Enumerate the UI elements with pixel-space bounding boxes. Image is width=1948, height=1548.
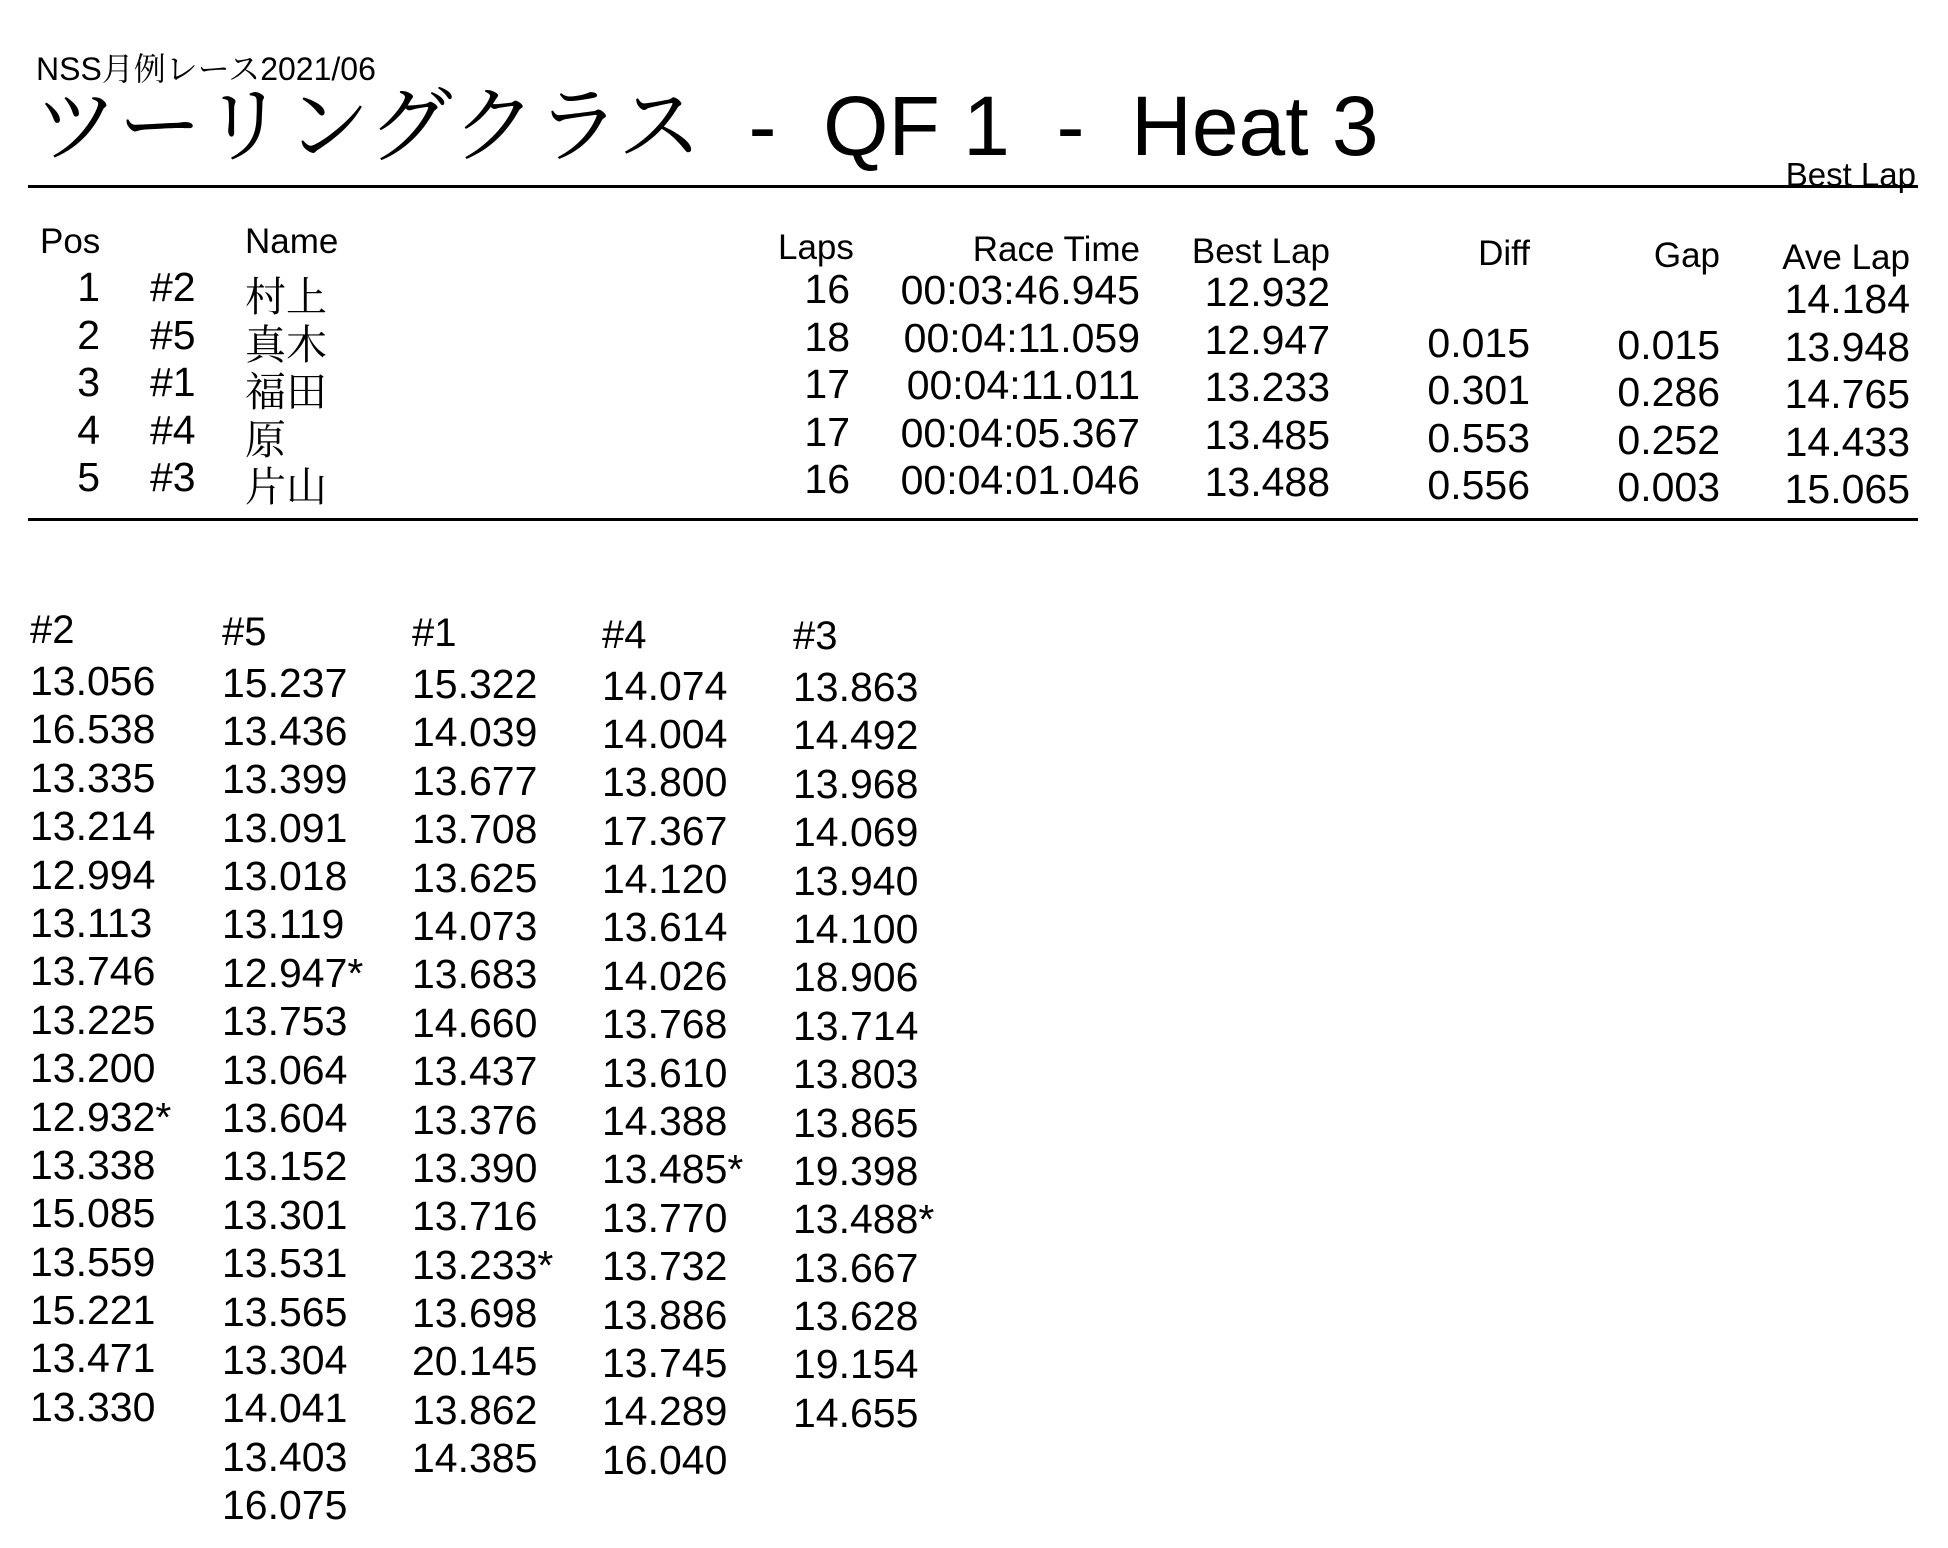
car-number: #1 bbox=[150, 359, 196, 405]
pos: 5 bbox=[77, 454, 100, 500]
race-time: 00:03:46.945 bbox=[900, 267, 1140, 313]
lap-time: 13.531 bbox=[222, 1240, 348, 1287]
lap-time: 14.039 bbox=[412, 709, 538, 756]
diff: 0.553 bbox=[1427, 414, 1530, 461]
best-lap: 13.488 bbox=[1204, 459, 1330, 505]
lap-time: 13.376 bbox=[412, 1096, 538, 1143]
car-number: #3 bbox=[150, 454, 196, 500]
lap-time: 13.800 bbox=[602, 759, 728, 806]
lap-time: 16.538 bbox=[30, 706, 156, 753]
lap-time: 19.398 bbox=[793, 1147, 919, 1194]
race-title: ツーリングクラス - QF 1 - Heat 3 bbox=[34, 79, 1379, 173]
lap-time: 13.437 bbox=[412, 1048, 538, 1095]
lap-time: 13.056 bbox=[30, 658, 156, 704]
lap-time: 14.492 bbox=[793, 712, 919, 759]
laps: 17 bbox=[804, 361, 850, 407]
lap-time: 14.041 bbox=[222, 1385, 348, 1432]
diff: 0.015 bbox=[1427, 319, 1530, 366]
lap-time: 13.714 bbox=[793, 1002, 919, 1049]
lap-time: 13.862 bbox=[412, 1386, 538, 1433]
lap-time: 12.947* bbox=[222, 949, 364, 996]
laps: 17 bbox=[804, 408, 850, 455]
lap-column-car-number: #1 bbox=[412, 611, 457, 655]
car-number: #2 bbox=[150, 264, 196, 310]
lap-time: 13.064 bbox=[222, 1046, 348, 1093]
lap-time: 13.233* bbox=[412, 1241, 554, 1288]
gap: 0.015 bbox=[1617, 321, 1720, 368]
lap-time: 13.018 bbox=[222, 853, 348, 900]
lap-time: 13.770 bbox=[602, 1194, 728, 1241]
diff: 0.556 bbox=[1427, 462, 1530, 508]
lap-time: 14.100 bbox=[793, 905, 919, 952]
best-lap-corner-label: Best Lap bbox=[1785, 156, 1916, 193]
header-divider bbox=[28, 185, 1918, 188]
lap-column-car-number: #3 bbox=[793, 614, 838, 658]
lap-column-car-number: #5 bbox=[222, 609, 267, 654]
lap-time: 14.289 bbox=[602, 1388, 728, 1435]
lap-time: 13.091 bbox=[222, 804, 348, 851]
lap-time: 13.604 bbox=[222, 1095, 348, 1142]
driver-name: 原 bbox=[245, 416, 286, 463]
lap-time: 13.559 bbox=[30, 1238, 156, 1285]
col-header-gap: Gap bbox=[1653, 236, 1720, 275]
lap-time: 15.322 bbox=[412, 661, 538, 707]
laps: 16 bbox=[804, 266, 850, 312]
lap-time: 16.075 bbox=[222, 1482, 348, 1529]
driver-name: 真木 bbox=[245, 321, 327, 368]
best-lap: 12.947 bbox=[1204, 316, 1330, 363]
lap-time: 14.660 bbox=[412, 999, 538, 1046]
results-divider bbox=[28, 518, 1918, 521]
lap-time: 13.200 bbox=[30, 1045, 156, 1092]
col-header-name: Name bbox=[245, 222, 339, 261]
lap-time: 13.865 bbox=[793, 1099, 919, 1146]
ave-lap: 15.065 bbox=[1784, 466, 1910, 512]
lap-column bbox=[793, 614, 934, 1437]
driver-name: 村上 bbox=[245, 274, 327, 320]
ave-lap: 13.948 bbox=[1784, 323, 1910, 370]
lap-time: 13.436 bbox=[222, 707, 348, 754]
event-subtitle: NSS月例レース2021/06 bbox=[36, 51, 376, 87]
lap-time: 20.145 bbox=[412, 1338, 538, 1385]
ave-lap: 14.184 bbox=[1784, 276, 1910, 322]
lap-time: 14.655 bbox=[793, 1389, 919, 1436]
car-number: #5 bbox=[150, 311, 196, 358]
col-header-diff: Diff bbox=[1478, 234, 1530, 273]
col-header-best-lap: Best Lap bbox=[1191, 232, 1330, 271]
lap-time: 14.004 bbox=[602, 710, 728, 757]
ave-lap: 14.765 bbox=[1784, 371, 1910, 417]
lap-time: 12.932* bbox=[30, 1093, 172, 1140]
race-time: 00:04:05.367 bbox=[900, 409, 1140, 456]
race-time: 00:04:11.011 bbox=[906, 362, 1140, 408]
lap-time: 15.221 bbox=[30, 1287, 156, 1334]
lap-column-car-number: #4 bbox=[602, 612, 647, 657]
ave-lap: 14.433 bbox=[1784, 418, 1910, 465]
pos: 1 bbox=[77, 264, 100, 310]
race-time: 00:04:01.046 bbox=[900, 457, 1140, 503]
lap-time: 15.085 bbox=[30, 1190, 156, 1237]
gap: 0.003 bbox=[1617, 464, 1720, 510]
laps: 16 bbox=[804, 456, 850, 502]
best-lap: 12.932 bbox=[1204, 269, 1330, 315]
best-lap: 13.485 bbox=[1204, 411, 1330, 458]
lap-time: 13.301 bbox=[222, 1191, 348, 1238]
lap-time: 13.625 bbox=[412, 854, 538, 901]
lap-time: 14.074 bbox=[602, 662, 728, 709]
lap-time: 13.403 bbox=[222, 1433, 348, 1480]
lap-time: 14.385 bbox=[412, 1435, 538, 1482]
lap-time: 13.225 bbox=[30, 996, 156, 1043]
lap-time: 13.152 bbox=[222, 1143, 348, 1190]
lap-time: 15.237 bbox=[222, 659, 348, 706]
lap-time: 13.335 bbox=[30, 754, 156, 801]
lap-time: 14.388 bbox=[602, 1098, 728, 1145]
lap-time: 13.565 bbox=[222, 1288, 348, 1335]
lap-time: 13.610 bbox=[602, 1049, 728, 1096]
lap-time: 13.746 bbox=[30, 948, 156, 995]
lap-time: 12.994 bbox=[30, 851, 156, 898]
lap-time: 13.390 bbox=[412, 1144, 538, 1191]
lap-time: 13.677 bbox=[412, 757, 538, 804]
lap-time: 13.968 bbox=[793, 760, 919, 807]
lap-time: 14.026 bbox=[602, 952, 728, 999]
col-header-ave-lap: Ave Lap bbox=[1782, 238, 1910, 277]
lap-time: 13.803 bbox=[793, 1051, 919, 1098]
lap-time: 13.753 bbox=[222, 998, 348, 1045]
pos: 3 bbox=[77, 359, 100, 405]
pos: 2 bbox=[77, 311, 100, 358]
lap-time: 14.073 bbox=[412, 902, 538, 949]
lap-time: 17.367 bbox=[602, 807, 728, 854]
lap-time: 13.745 bbox=[602, 1339, 728, 1386]
lap-time: 13.119 bbox=[222, 901, 345, 948]
lap-time: 13.863 bbox=[793, 664, 919, 710]
lap-time: 13.708 bbox=[412, 806, 538, 853]
lap-time: 13.113 bbox=[30, 899, 153, 946]
lap-column bbox=[412, 611, 553, 1483]
gap: 0.286 bbox=[1617, 369, 1720, 415]
lap-time: 13.214 bbox=[30, 803, 156, 850]
lap-time: 13.683 bbox=[412, 951, 538, 998]
lap-time: 13.338 bbox=[30, 1141, 156, 1188]
lap-column bbox=[222, 610, 363, 1530]
lap-time: 13.716 bbox=[412, 1193, 538, 1240]
lap-time: 14.120 bbox=[602, 856, 728, 903]
lap-time: 13.488* bbox=[793, 1196, 935, 1243]
col-header-pos: Pos bbox=[40, 222, 101, 261]
lap-time: 13.471 bbox=[30, 1335, 156, 1382]
lap-time: 13.614 bbox=[602, 904, 728, 951]
laps: 18 bbox=[804, 313, 850, 360]
race-time: 00:04:11.059 bbox=[903, 314, 1140, 361]
lap-time: 13.698 bbox=[412, 1290, 538, 1337]
lap-time: 14.069 bbox=[793, 809, 919, 856]
lap-time: 13.732 bbox=[602, 1243, 728, 1290]
diff: 0.301 bbox=[1427, 367, 1530, 413]
lap-time: 13.304 bbox=[222, 1336, 348, 1383]
driver-name: 片山 bbox=[245, 464, 327, 510]
lap-column bbox=[602, 613, 743, 1485]
lap-time: 16.040 bbox=[602, 1436, 728, 1483]
lap-time: 13.330 bbox=[30, 1383, 156, 1430]
lap-time: 18.906 bbox=[793, 954, 919, 1001]
col-header-race-time: Race Time bbox=[972, 230, 1140, 269]
gap: 0.252 bbox=[1617, 416, 1720, 463]
lap-time: 13.485* bbox=[602, 1146, 744, 1193]
lap-time: 13.940 bbox=[793, 857, 919, 904]
car-number: #4 bbox=[150, 406, 196, 453]
lap-time: 13.886 bbox=[602, 1291, 728, 1338]
driver-name: 福田 bbox=[245, 369, 327, 415]
best-lap: 13.233 bbox=[1204, 364, 1330, 410]
lap-time: 13.768 bbox=[602, 1001, 728, 1048]
pos: 4 bbox=[77, 406, 100, 453]
lap-time: 19.154 bbox=[793, 1341, 919, 1388]
lap-time: 13.399 bbox=[222, 756, 348, 803]
lap-column bbox=[30, 608, 171, 1431]
lap-time: 13.667 bbox=[793, 1244, 919, 1291]
lap-column-car-number: #2 bbox=[30, 608, 75, 652]
lap-time: 13.628 bbox=[793, 1293, 919, 1340]
col-header-laps: Laps bbox=[778, 228, 854, 267]
